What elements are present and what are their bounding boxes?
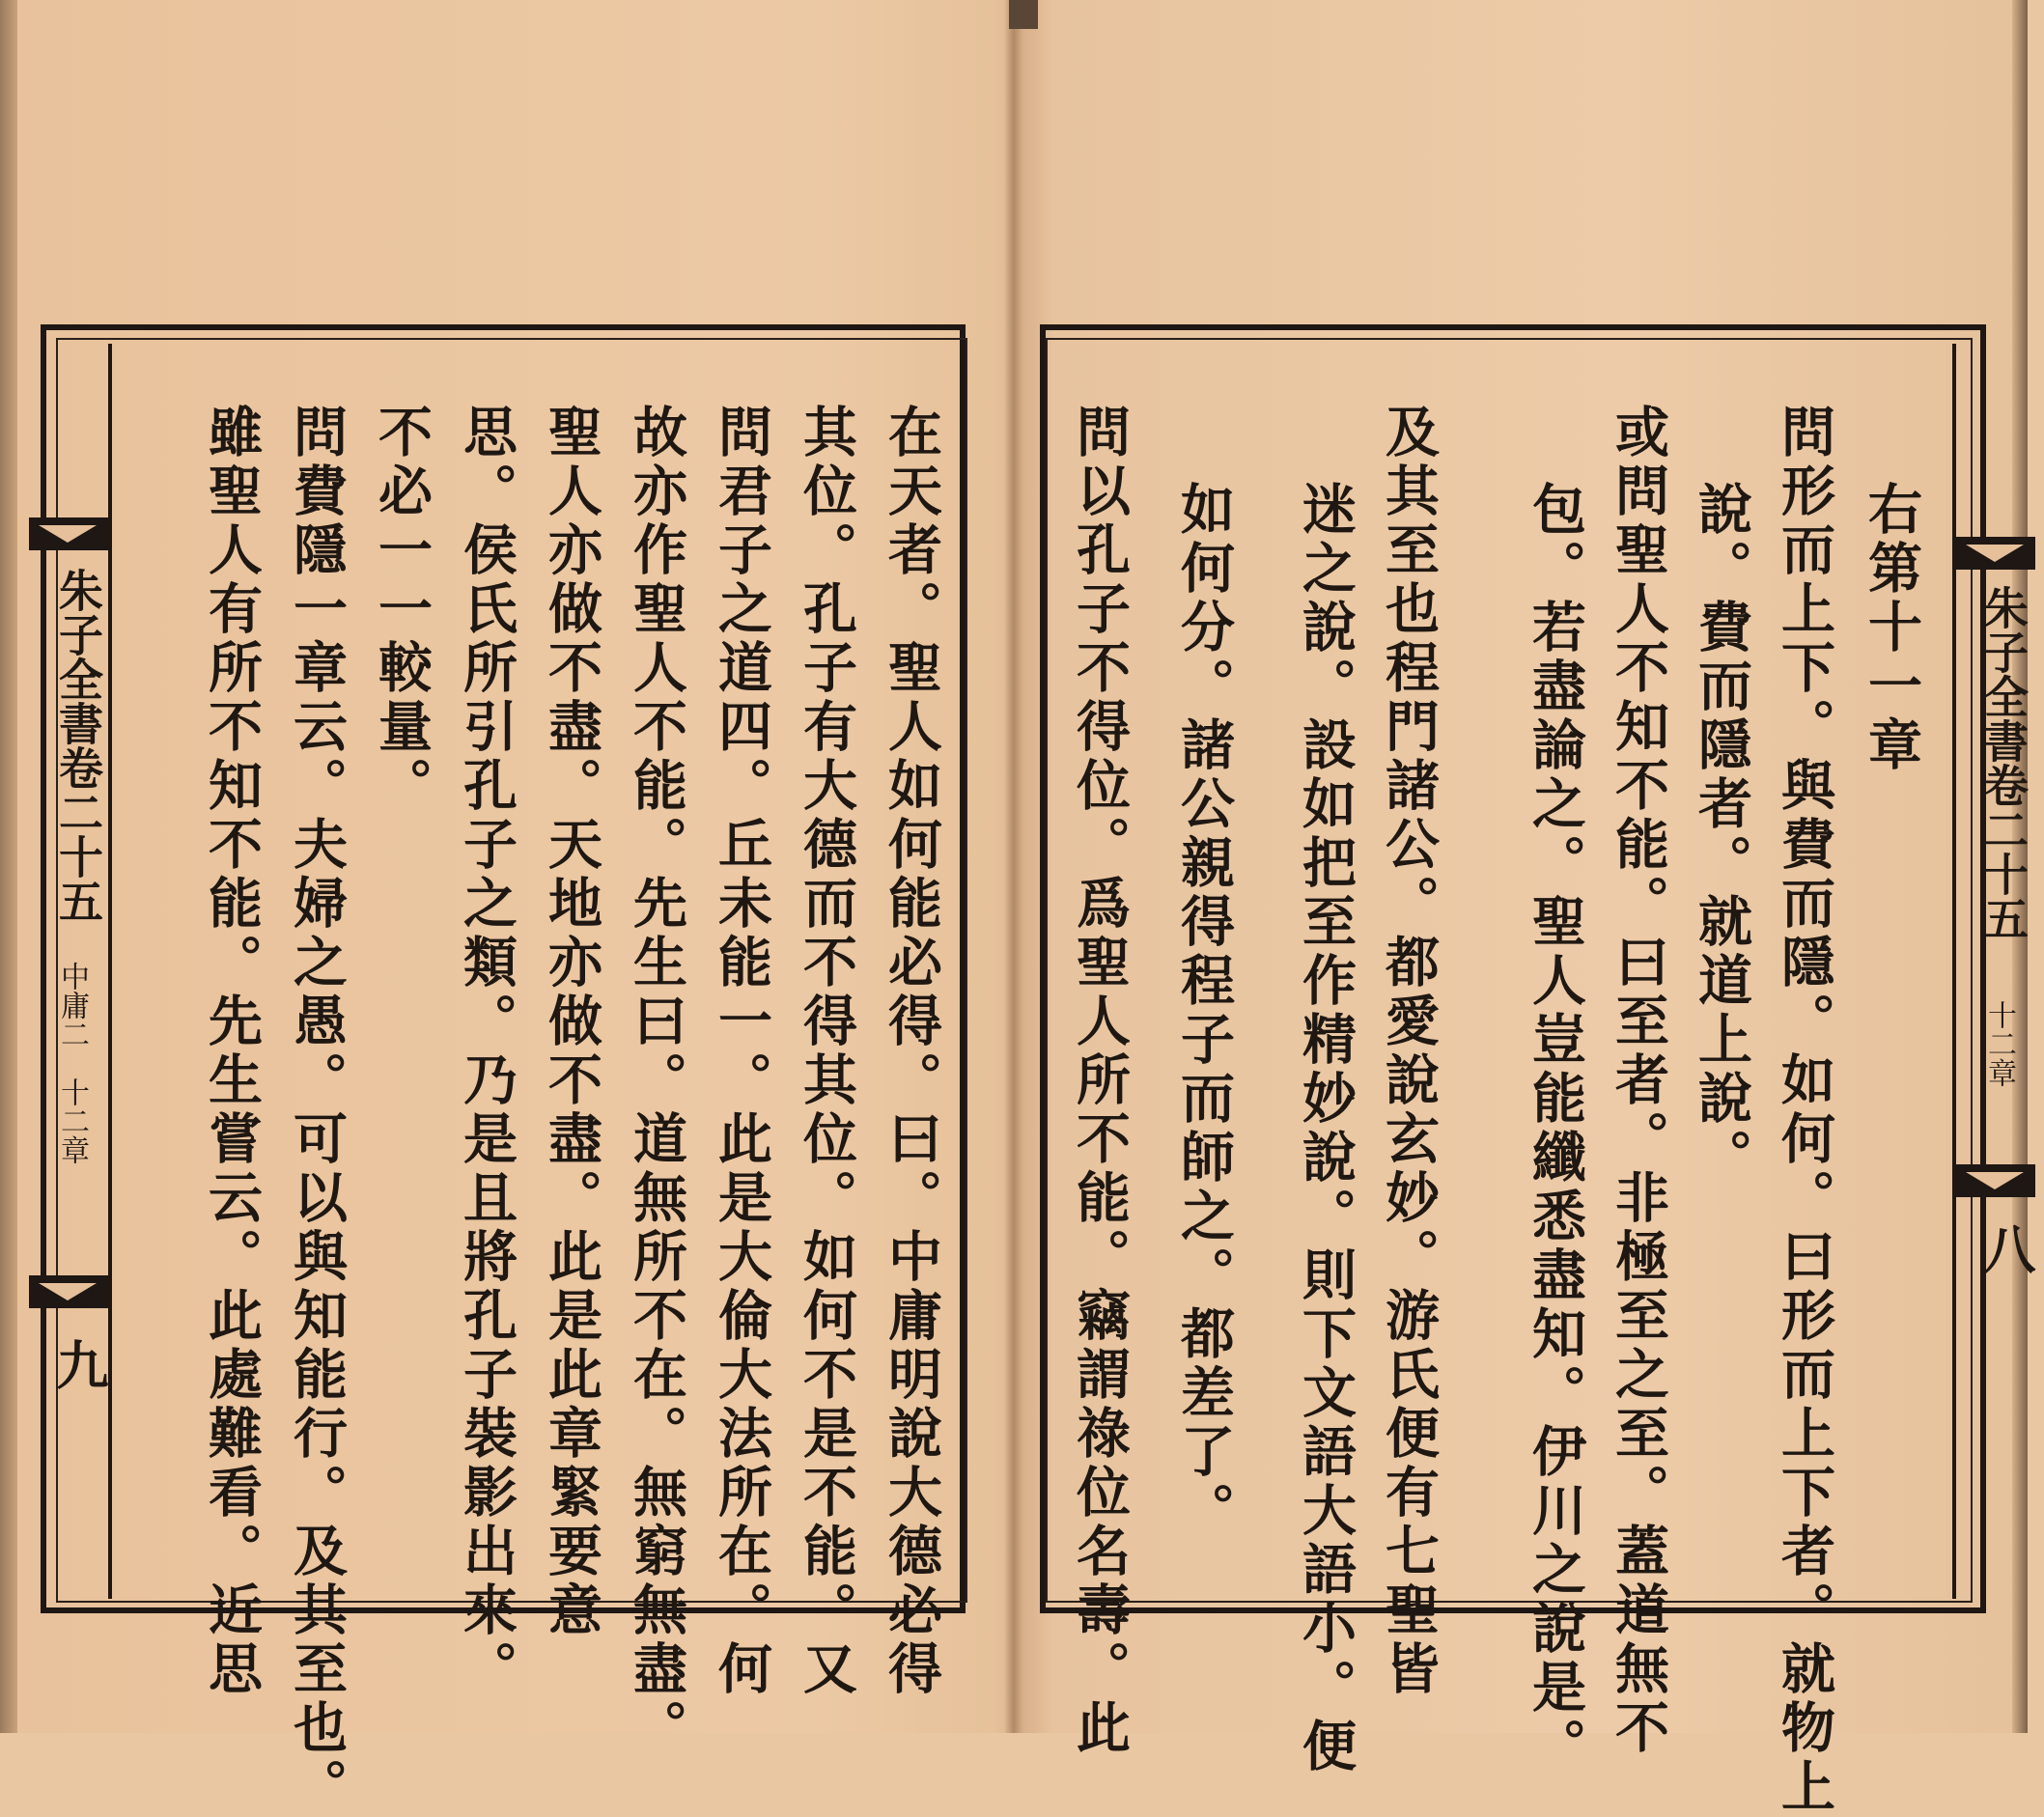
left-book-edge: [0, 0, 17, 1733]
left-section-label: 中庸二 十二章: [55, 962, 89, 1164]
right-fish-tail-top: [1956, 537, 2035, 570]
left-text-column-1: 在天者。聖人如何能必得。曰。中庸明說大德必得: [880, 404, 943, 1699]
right-fish-tail-bottom: [1956, 1164, 2035, 1197]
left-text-column-3: 問君子之道四。丘未能一。此是大倫大法所在。何: [710, 404, 773, 1699]
left-text-column-7: 不必一一較量。: [370, 404, 434, 816]
right-text-column-5: 包。若盡論之。聖人豈能纖悉盡知。伊川之說是。: [1524, 481, 1587, 1776]
right-text-column-7: 迷之說。設如把至作精妙說。則下文語大語小。便: [1294, 481, 1358, 1776]
right-text-column-2: 問形而上下。與費而隱。如何。曰形而上下者。就物上: [1773, 404, 1836, 1817]
right-text-column-6: 及其至也程門諸公。都愛說玄妙。游氏便有七聖皆: [1377, 404, 1441, 1699]
right-text-column-8: 如何分。諸公親得程子而師之。都差了。: [1172, 481, 1236, 1541]
left-fish-tail-bottom: [29, 1275, 108, 1308]
left-text-column-4: 故亦作聖人不能。先生曰。道無所不在。無窮無盡。: [625, 404, 688, 1758]
left-text-column-8: 問費隱一章云。夫婦之愚。可以與知能行。及其至也。: [285, 404, 349, 1817]
left-text-column-6: 思。侯氏所引孔子之類。乃是且將孔子裝影出來。: [455, 404, 518, 1699]
left-text-column-2: 其位。孔子有大德而不得其位。如何不是不能。又: [795, 404, 858, 1699]
right-section-label: 十二章: [1982, 1000, 2016, 1087]
left-text-column-5: 聖人亦做不盡。天地亦做不盡。此是此章緊要意: [540, 404, 603, 1640]
left-fish-tail-top: [29, 517, 108, 550]
left-page-center-column: [29, 344, 112, 1599]
left-leaf-number: 九: [48, 1338, 110, 1390]
right-leaf-number: 八: [1975, 1222, 2037, 1274]
right-text-column-3: 說。費而隱者。就道上說。: [1690, 481, 1753, 1188]
right-page-center-column: [1952, 344, 2035, 1599]
left-text-column-9: 雖聖人有所不知不能。先生嘗云。此處難看。近思: [200, 404, 264, 1699]
right-text-column-4: 或問聖人不知不能。曰至者。非極至之至。蓋道無不: [1607, 404, 1670, 1758]
center-gutter: [1004, 0, 1023, 1733]
left-book-title: 朱子全書卷二十五: [52, 568, 104, 923]
right-text-column-9: 問以孔子不得位。爲聖人所不能。竊謂祿位名壽。此: [1068, 404, 1132, 1758]
right-chapter-heading: 右第十一章: [1860, 481, 1923, 775]
spine-shadow: [1009, 0, 1038, 29]
right-book-title: 朱子全書卷二十五: [1977, 585, 2030, 940]
